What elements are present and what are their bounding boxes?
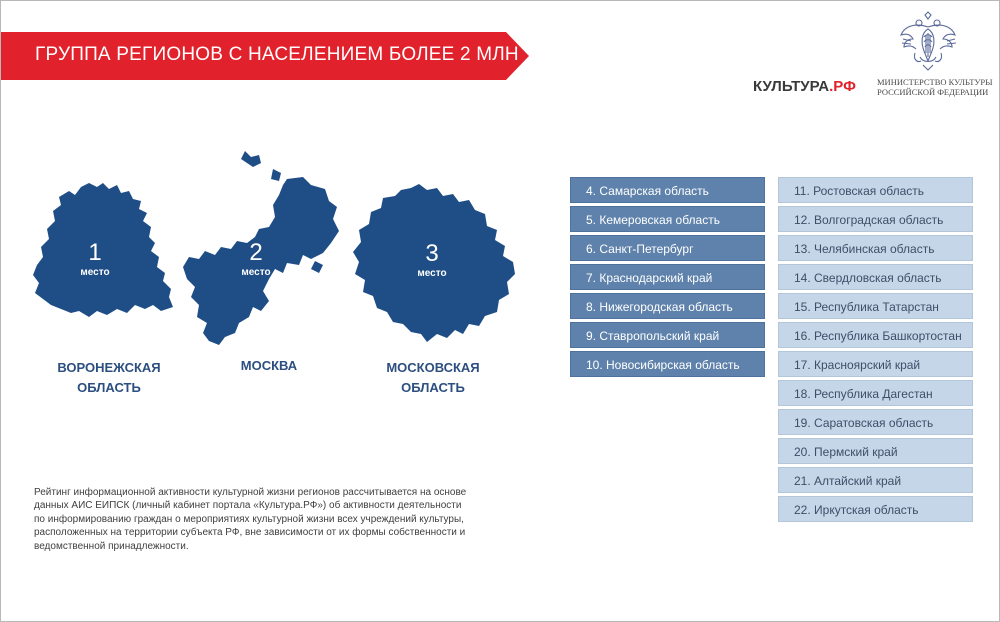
ministry-line1: МИНИСТЕРСТВО КУЛЬТУРЫ (877, 77, 993, 87)
ranking-item: 18. Республика Дагестан (778, 380, 973, 406)
rank-3-word: место (417, 268, 447, 279)
region-name-moscow (189, 356, 349, 376)
ranking-item: 8. Нижегородская область (570, 293, 765, 319)
rank-2-number: 2 (249, 239, 263, 266)
region-2-line1: МОСКВА (240, 358, 298, 373)
ranking-item: 20. Пермский край (778, 438, 973, 464)
ranking-column-right (778, 177, 973, 525)
slide-title: ГРУППА РЕГИОНОВ С НАСЕЛЕНИЕМ БОЛЕЕ 2 МЛН (35, 44, 519, 65)
ranking-item: 9. Ставропольский край (570, 322, 765, 348)
region-1-line1: ВОРОНЕЖСКАЯ (57, 360, 161, 375)
region-3-line2: ОБЛАСТЬ (401, 380, 465, 395)
brand-name: КУЛЬТУРА (753, 78, 830, 95)
ranking-item: 13. Челябинская область (778, 235, 973, 261)
region-map-voronezh (31, 181, 181, 321)
ranking-item: 22. Иркутская область (778, 496, 973, 522)
ranking-item: 15. Республика Татарстан (778, 293, 973, 319)
rank-1-number: 1 (88, 239, 102, 266)
ranking-item: 16. Республика Башкортостан (778, 322, 973, 348)
brand-logo (753, 78, 856, 95)
rank-1-word: место (80, 267, 110, 278)
region-1-line2: ОБЛАСТЬ (77, 380, 141, 395)
ranking-item: 21. Алтайский край (778, 467, 973, 493)
ranking-item: 11. Ростовская область (778, 177, 973, 203)
rank-2-word: место (241, 267, 271, 278)
region-3-line1: МОСКОВСКАЯ (386, 360, 480, 375)
ranking-item: 7. Краснодарский край (570, 264, 765, 290)
region-name-voronezh (29, 358, 189, 398)
ranking-item: 6. Санкт-Петербург (570, 235, 765, 261)
brand-suffix: .РФ (829, 78, 856, 95)
ranking-item: 14. Свердловская область (778, 264, 973, 290)
ranking-item: 12. Волгоградская область (778, 206, 973, 232)
ranking-item: 5. Кемеровская область (570, 206, 765, 232)
title-banner (1, 32, 529, 80)
region-map-moscow (179, 151, 344, 351)
ministry-line2: РОССИЙСКОЙ ФЕДЕРАЦИИ (877, 87, 989, 97)
ranking-item: 19. Саратовская область (778, 409, 973, 435)
ranking-column-left (570, 177, 765, 380)
region-map-moscow-oblast (351, 184, 517, 344)
rank-3-number: 3 (425, 240, 439, 267)
ranking-item: 4. Самарская область (570, 177, 765, 203)
ranking-item: 10. Новосибирская область (570, 351, 765, 377)
ministry-name (877, 77, 993, 97)
ranking-item: 17. Красноярский край (778, 351, 973, 377)
region-name-moscow-oblast (353, 358, 513, 398)
methodology-footnote: Рейтинг информационной активности культурной жизни регионов рассчитывается на основе данных АИС ЕИПСК (личный кабинет портала «Культура.РФ») об активности деятельности по информированию граждан о мероприятиях культурной жизни всех учреждений культуры, расположенных на территории субъекта РФ, вне зависимости от их формы собственности и ведомственной принадлежности. (34, 487, 467, 552)
ministry-emblem-icon (895, 9, 961, 75)
